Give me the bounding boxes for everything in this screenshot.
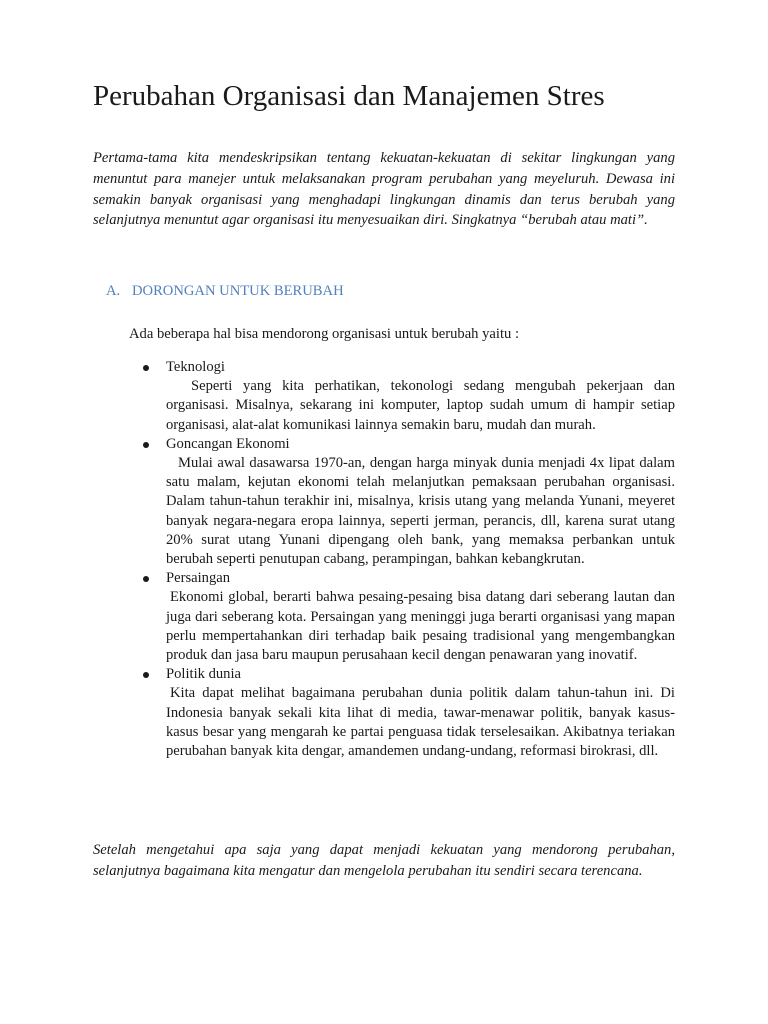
page-title: Perubahan Organisasi dan Manajemen Stres: [93, 80, 605, 112]
bullet-item-goncangan-ekonomi: [0, 435, 675, 569]
bullet-dot-icon: [143, 672, 149, 678]
bullet-item-persaingan: [0, 569, 675, 665]
bullet-dot-icon: [143, 576, 149, 582]
intro-paragraph: Pertama-tama kita mendeskripsikan tentang kekuatan-kekuatan di sekitar lingkungan yang menuntut para manejer untuk melaksanakan program perubahan yang meyeluruh. Dewasa ini semakin banyak organisasi yang menghadapi lingkungan dinamis dan terus berubah yang selanjutnya menuntut agar organisasi itu menyesuaikan diri. Singkatnya “berubah atau mati”.: [93, 150, 675, 229]
bullet-body: Kita dapat melihat bagaimana perubahan dunia politik dalam tahun-tahun ini. Di Indonesia banyak sekali kita lihat di media, tawar-menawar politik, banyak kasus-kasus besar yang mengarah ke partai penguasa tidak terselesaikan. Akibatnya teriakan perubahan banyak kita dengar, amandemen undang-undang, reformasi birokrasi, dll.: [166, 685, 675, 760]
bullet-title: Goncangan Ekonomi: [166, 435, 290, 452]
bullet-dot-icon: [143, 442, 149, 448]
lead-paragraph: Ada beberapa hal bisa mendorong organisasi untuk berubah yaitu :: [129, 326, 520, 342]
section-heading: [106, 281, 344, 301]
bullet-body: Mulai awal dasawarsa 1970-an, dengan harga minyak dunia menjadi 4x lipat dalam satu malam, kejutan ekonomi telah melanjutkan pemaksaan perubahan organisasi. Dalam tahun-tahun terakhir ini, misalnya, krisis utang yang melanda Yunani, meyeret banyak negara-negara eropa lainnya, seperti jerman, perancis, dll, karena surat utang 20% surat utang Yunani dipengang oleh bank, yang memaksa perbankan untuk berubah seperti penutupan cabang, perampingan, bahkan kebangkrutan.: [166, 455, 675, 568]
bullet-list: [0, 358, 768, 761]
outro-paragraph: Setelah mengetahui apa saja yang dapat menjadi kekuatan yang mendorong perubahan, selanjutnya bagaimana kita mengatur dan mengelola perubahan itu sendiri secara terencana.: [93, 842, 675, 879]
bullet-title: Persaingan: [166, 570, 231, 587]
bullet-dot-icon: [143, 365, 149, 371]
bullet-title: Teknologi: [166, 359, 225, 375]
bullet-item-teknologi: [0, 358, 675, 435]
section-letter: A.: [106, 283, 121, 299]
bullet-title: Politik dunia: [166, 666, 241, 683]
bullet-item-politik-dunia: [0, 665, 675, 761]
section-heading-text: DORONGAN UNTUK BERUBAH: [132, 283, 344, 299]
bullet-body: Ekonomi global, berarti bahwa pesaing-pesaing bisa datang dari seberang lautan dan juga dari seberang kota. Persaingan yang meninggi juga berarti organisasi yang mapan perlu mempertahankan diri terhadap baik pesaing tradisional yang mengembangkan produk dan jasa baru maupun perusahaan kecil dengan penawaran yang inovatif.: [166, 589, 675, 664]
bullet-body: Seperti yang kita perhatikan, tekonologi sedang mengubah pekerjaan dan organisasi. Misalnya, sekarang ini komputer, laptop sudah umum di hampir setiap organisasi, alat-alat komunikasi lainnya semakin baru, mudah dan murah.: [166, 378, 675, 433]
